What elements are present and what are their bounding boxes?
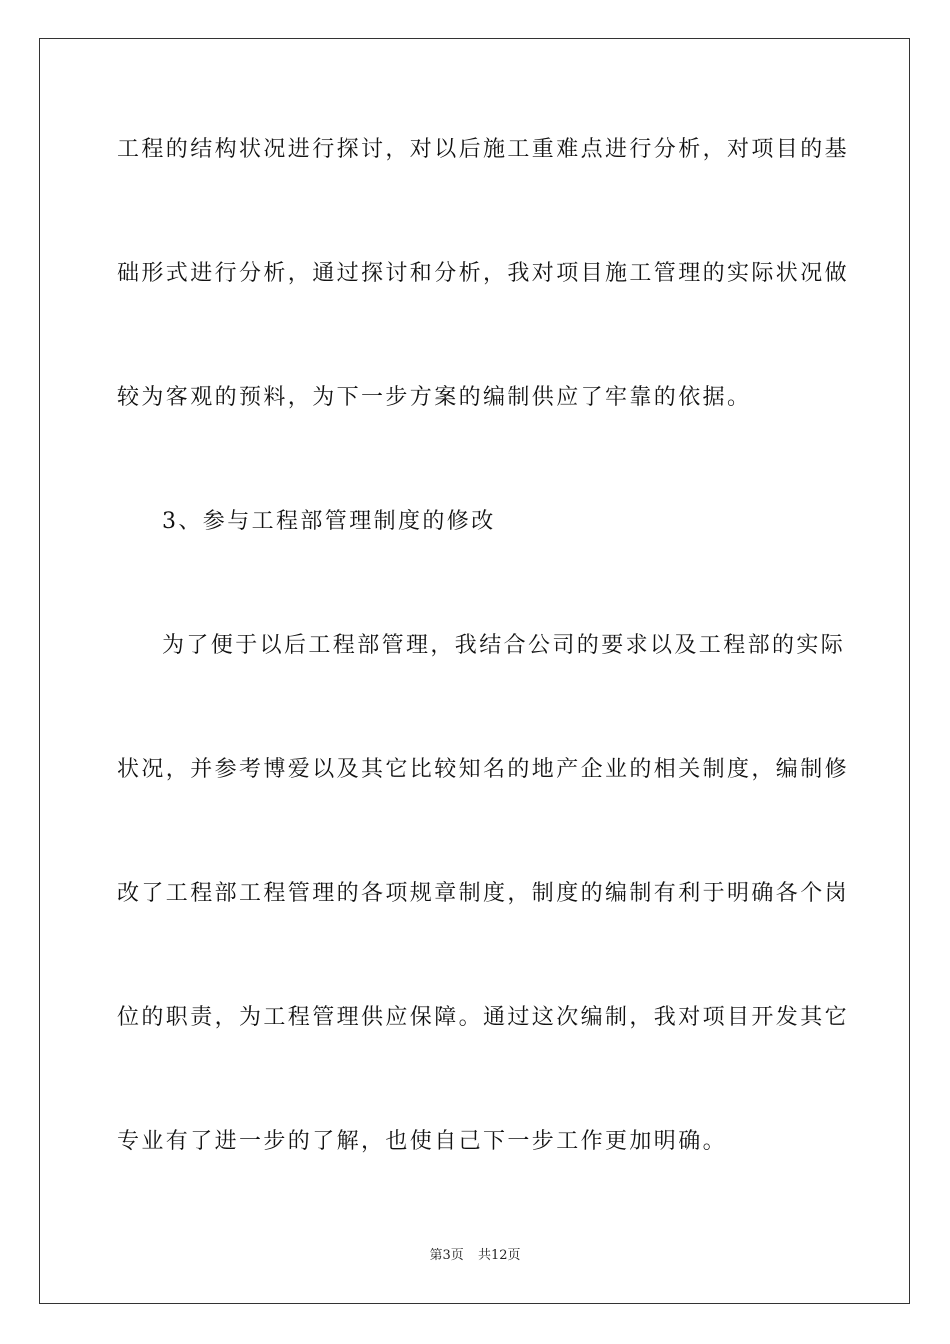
paragraph-line: 较为客观的预料，为下一步方案的编制供应了牢靠的依据。 (117, 385, 752, 410)
paragraph-line: 改了工程部工程管理的各项规章制度，制度的编制有利于明确各个岗 (117, 881, 850, 906)
paragraph-line: 位的职责，为工程管理供应保障。通过这次编制，我对项目开发其它 (117, 1005, 850, 1030)
paragraph-line: 专业有了进一步的了解，也使自己下一步工作更加明确。 (117, 1129, 728, 1154)
paragraph-line: 础形式进行分析，通过探讨和分析，我对项目施工管理的实际状况做 (117, 261, 850, 286)
page-border (39, 38, 910, 1304)
section-heading: 3、参与工程部管理制度的修改 (162, 509, 496, 534)
paragraph-line: 状况，并参考博爱以及其它比较知名的地产企业的相关制度，编制修 (117, 757, 850, 782)
page-total: 共12页 (477, 1248, 521, 1263)
page-footer (0, 1247, 950, 1265)
paragraph-line: 工程的结构状况进行探讨，对以后施工重难点进行分析，对项目的基 (117, 137, 850, 162)
paragraph-line: 为了便于以后工程部管理，我结合公司的要求以及工程部的实际 (162, 633, 846, 658)
page-number: 第3页 (429, 1248, 464, 1263)
